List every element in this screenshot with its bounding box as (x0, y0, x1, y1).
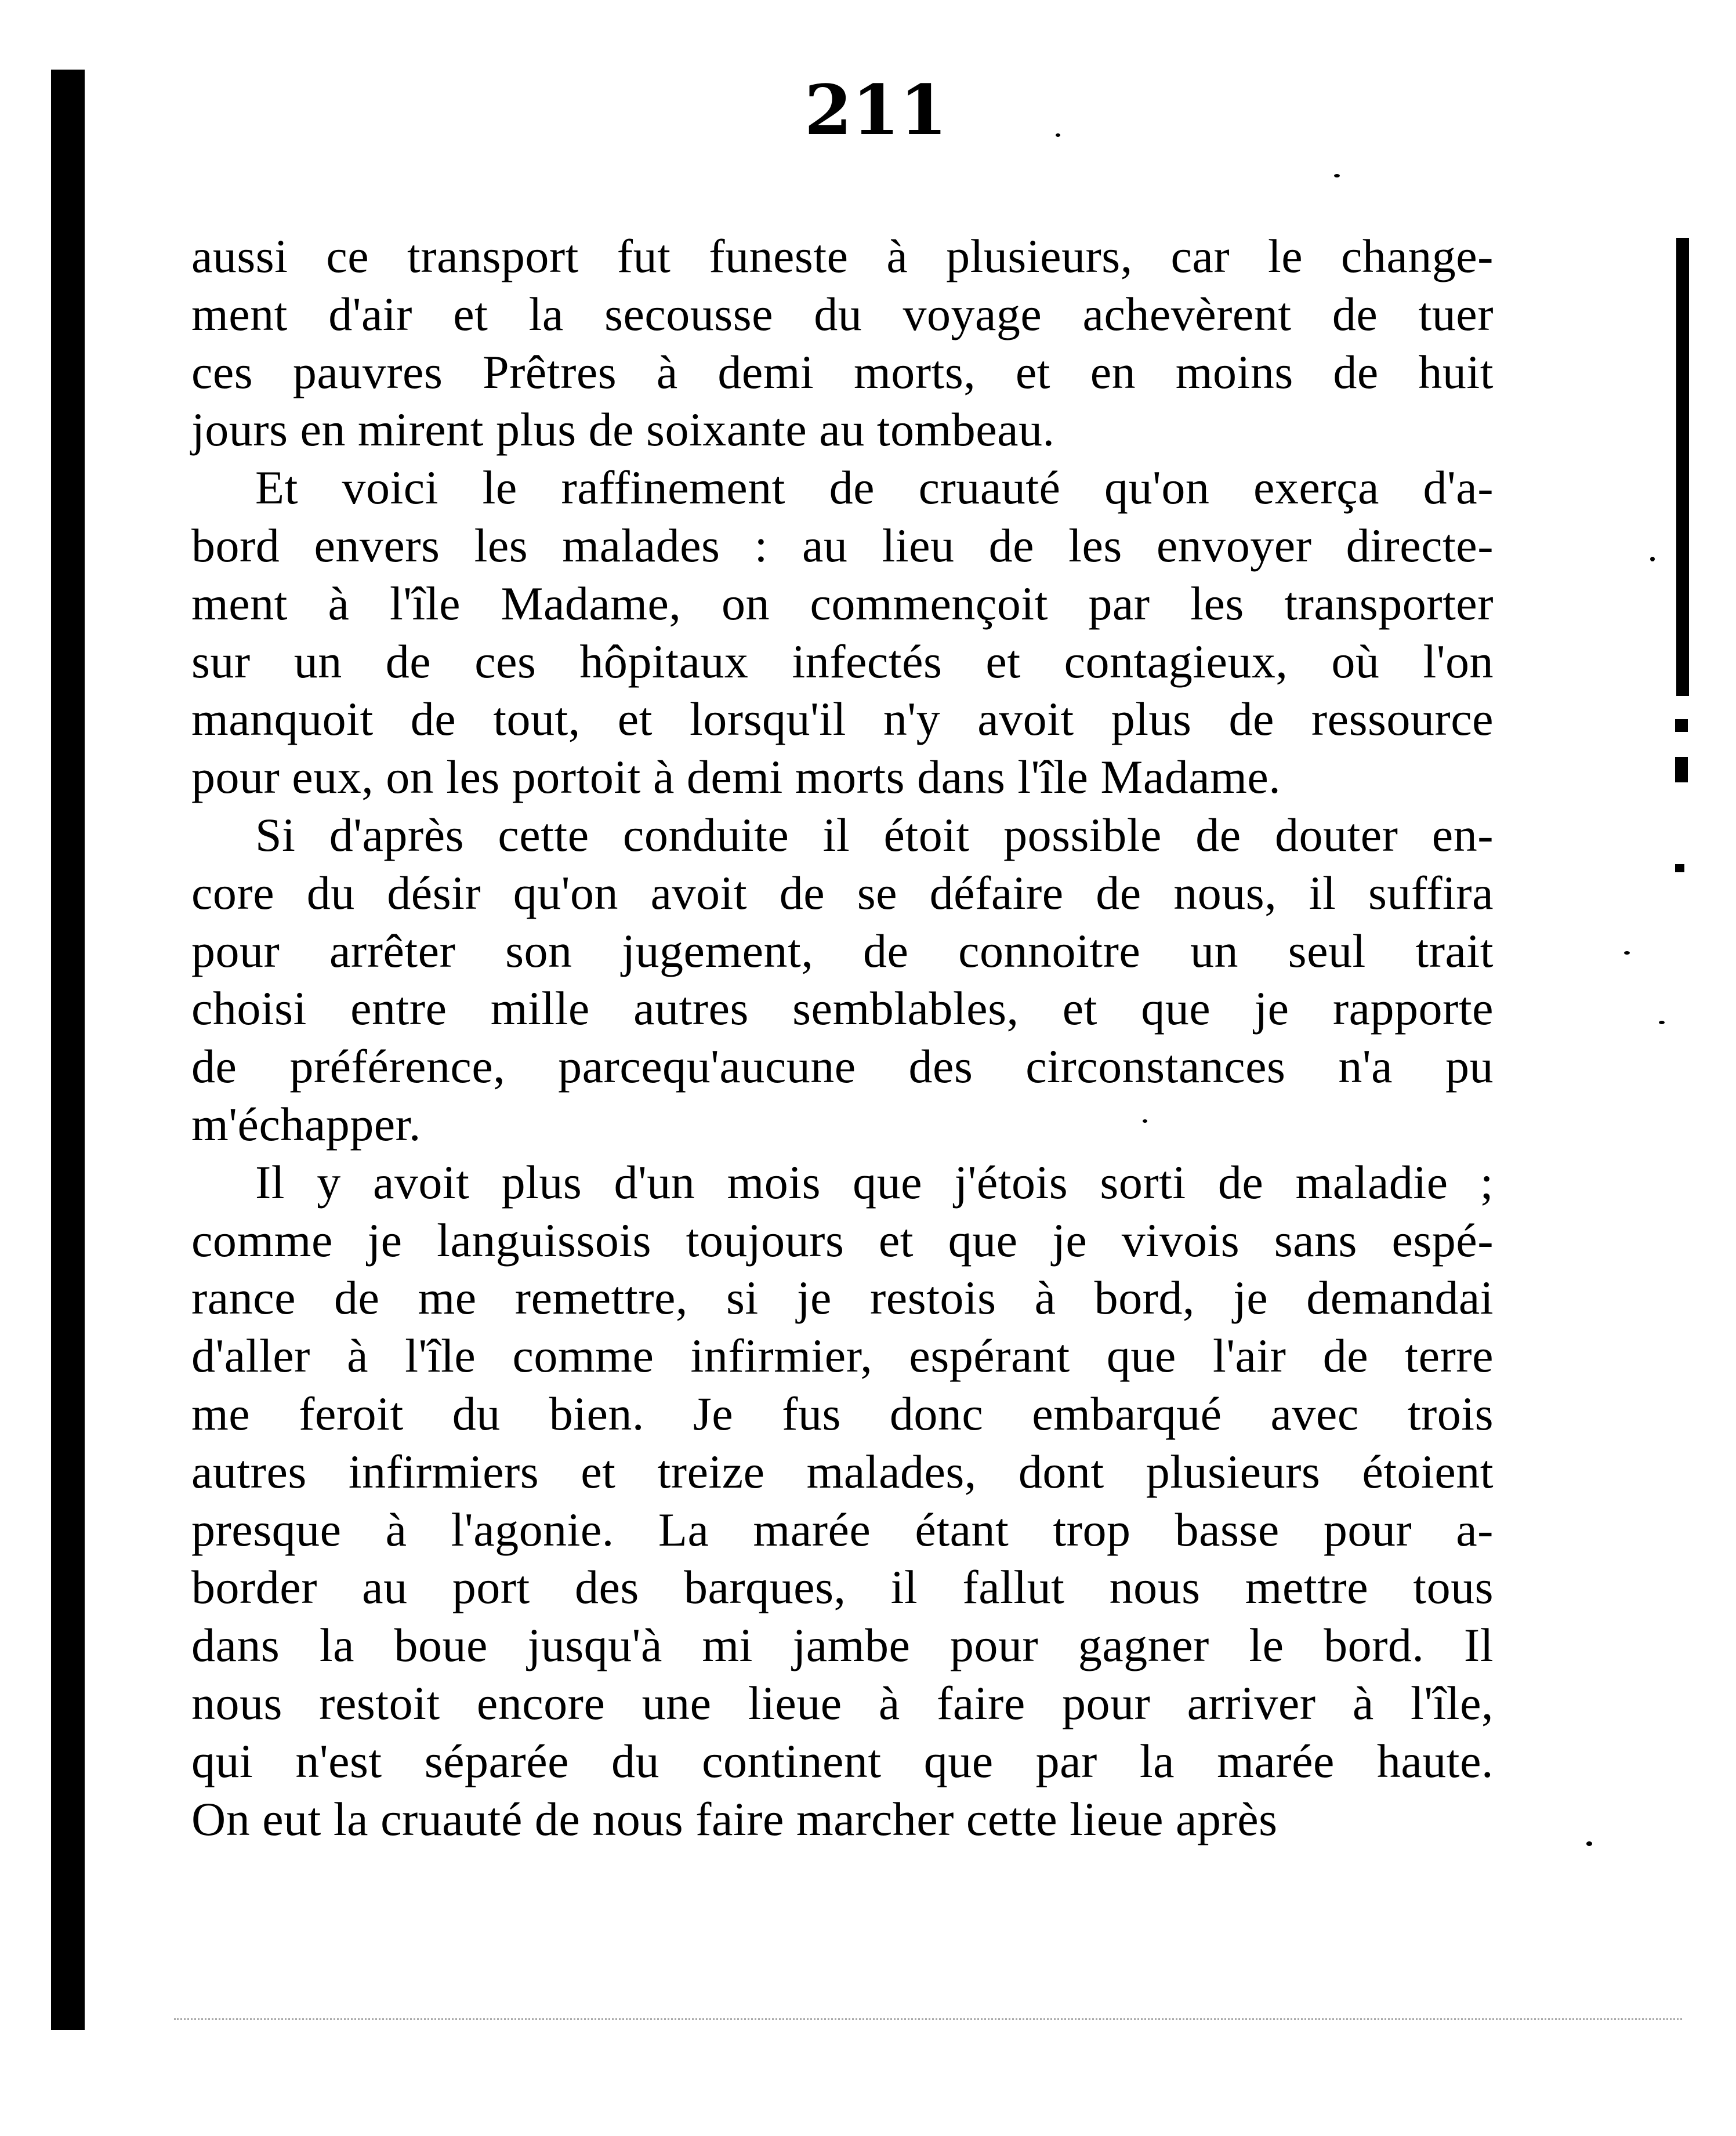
text-line: dans la boue jusqu'à mi jambe pour gagner le bord. Il (191, 1619, 1494, 1672)
right-edge-mark-small (1675, 864, 1684, 872)
text-line: sur un de ces hôpitaux infectés et contagieux, où l'on (191, 634, 1494, 688)
text-line: rance de me remettre, si je restois à bord, je demandai (191, 1271, 1494, 1325)
text-line: Il y avoit plus d'un mois que j'étois sorti de maladie ; (255, 1155, 1494, 1209)
text-line: pour eux, on les portoit à demi morts dans l'île Madame. (191, 750, 1281, 804)
paragraph (191, 459, 1494, 806)
text-line: m'échapper. (191, 1097, 421, 1151)
text-line: jours en mirent plus de soixante au tombeau. (191, 403, 1055, 456)
paragraph (191, 806, 1494, 1154)
scan-edge-noise (174, 2018, 1682, 2022)
right-edge-mark (1676, 238, 1689, 696)
scan-speck (1659, 1021, 1665, 1024)
binding-shadow (51, 70, 85, 2030)
text-line: autres infirmiers et treize malades, dont plusieurs étoient (191, 1445, 1494, 1498)
text-line: ment d'air et la secousse du voyage achevèrent de tuer (191, 287, 1494, 340)
text-line: pour arrêter son jugement, de connoitre un seul trait (191, 924, 1494, 977)
right-edge-mark-small (1675, 719, 1688, 732)
text-line: presque à l'agonie. La marée étant trop basse pour a- (191, 1503, 1494, 1556)
page-number: 211 (804, 70, 948, 150)
text-line: de préférence, parcequ'aucune des circonstances n'a pu (191, 1040, 1494, 1093)
scan-speck (1650, 557, 1655, 561)
text-line: border au port des barques, il fallut nous mettre tous (191, 1561, 1494, 1614)
text-line: bord envers les malades : au lieu de les envoyer directe- (191, 518, 1494, 572)
text-line: d'aller à l'île comme infirmier, espérant que l'air de terre (191, 1329, 1494, 1383)
text-line: choisi entre mille autres semblables, et que je rapporte (191, 982, 1494, 1035)
text-line: ces pauvres Prêtres à demi morts, et en moins de huit (191, 345, 1494, 398)
paragraph (191, 227, 1494, 459)
text-line: aussi ce transport fut funeste à plusieurs, car le change- (191, 230, 1494, 282)
text-line: me feroit du bien. Je fus donc embarqué avec trois (191, 1387, 1494, 1440)
text-line: ment à l'île Madame, on commençoit par les transporter (191, 576, 1494, 630)
text-line: comme je languissois toujours et que je vivois sans espé- (191, 1213, 1494, 1267)
scan-speck (1334, 174, 1340, 177)
text-line: Et voici le raffinement de cruauté qu'on exerça d'a- (255, 461, 1494, 514)
text-line: qui n'est séparée du continent que par la marée haute. (191, 1734, 1494, 1787)
text-line: On eut la cruauté de nous faire marcher cette lieue après (191, 1792, 1278, 1845)
scan-speck (1586, 1841, 1592, 1846)
scan-speck (1056, 133, 1060, 137)
paragraph (191, 1154, 1494, 1848)
scan-speck (1624, 951, 1630, 955)
text-line: core du désir qu'on avoit de se défaire de nous, il suffira (191, 866, 1494, 919)
text-line: manquoit de tout, et lorsqu'il n'y avoit plus de ressource (191, 692, 1494, 746)
text-line: nous restoit encore une lieue à faire pour arriver à l'île, (191, 1676, 1494, 1729)
body-text (191, 227, 1494, 1848)
text-line: Si d'après cette conduite il étoit possible de douter en- (255, 808, 1494, 861)
right-edge-mark-small (1675, 757, 1688, 782)
